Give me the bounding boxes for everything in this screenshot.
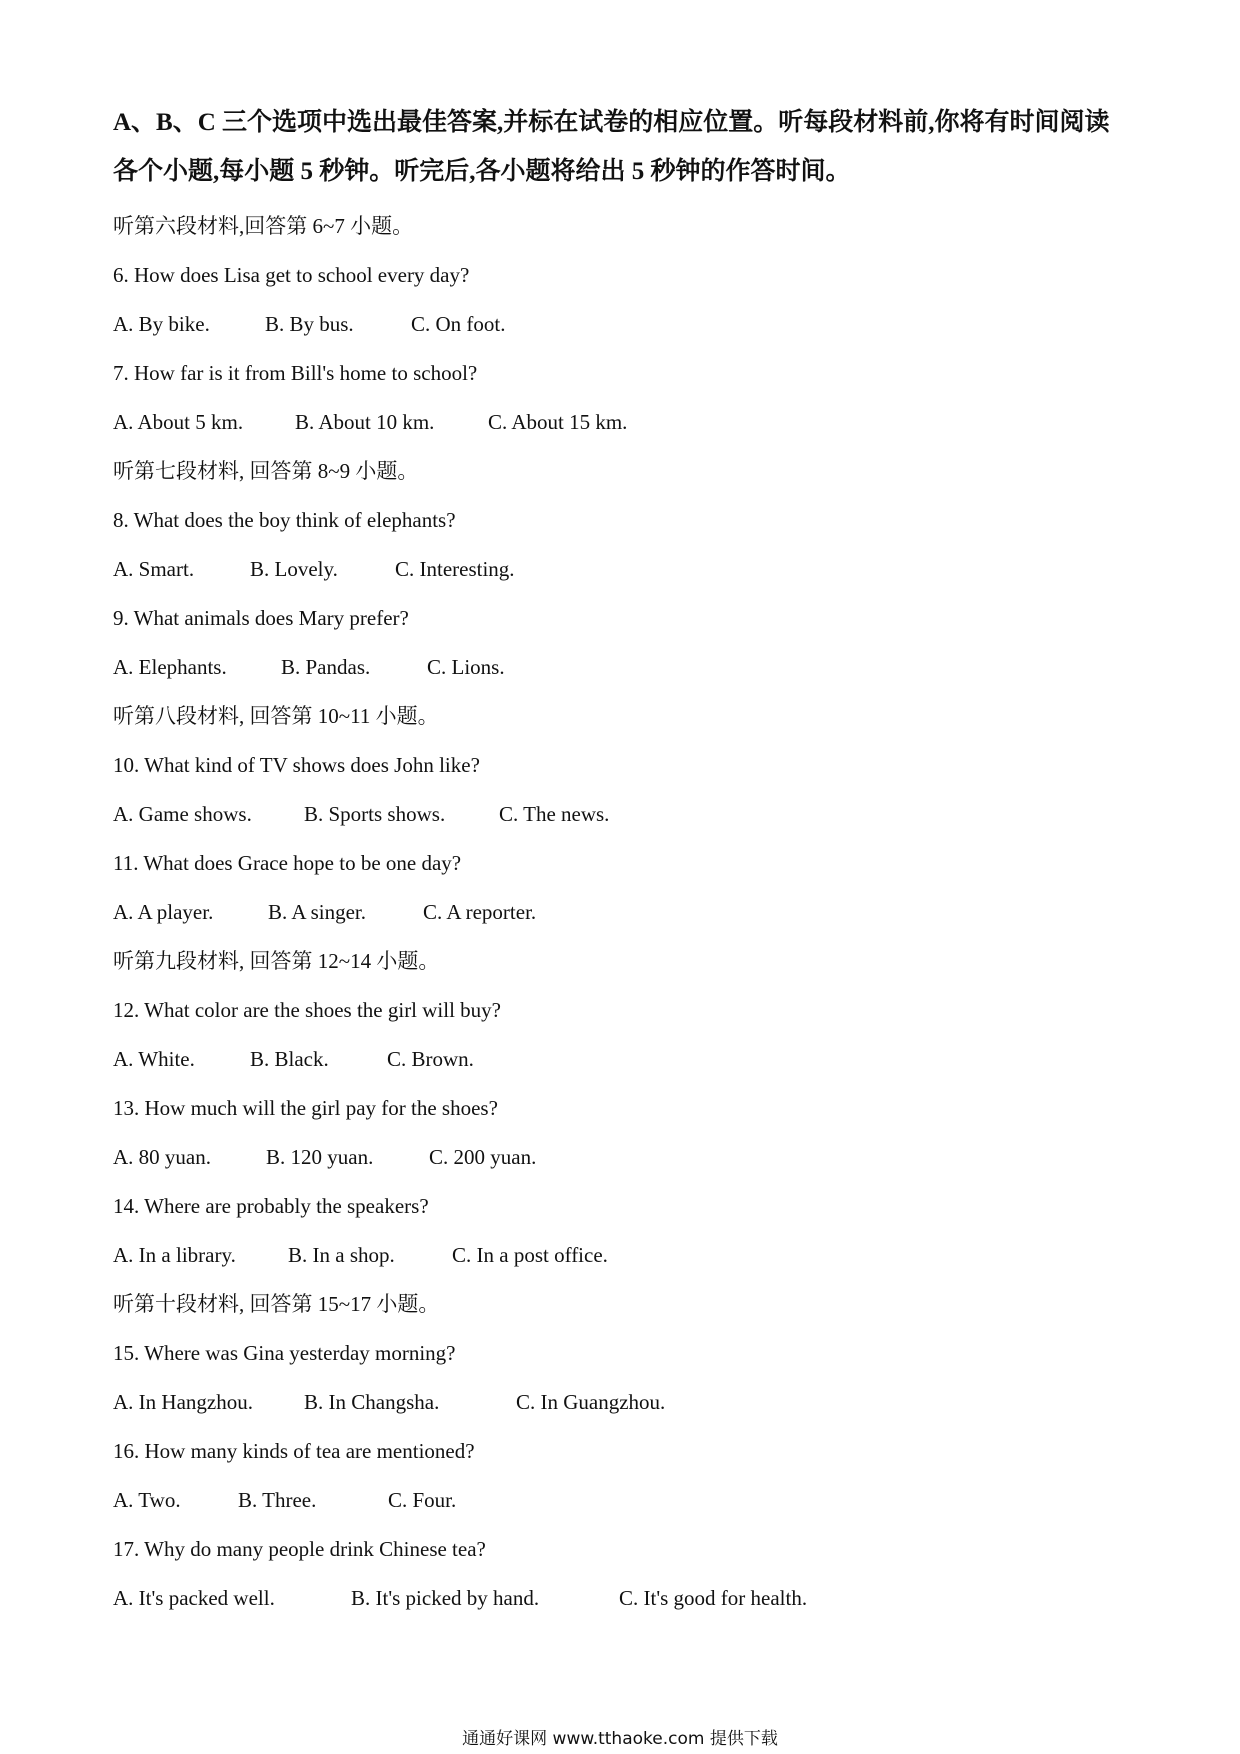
option-a: A. Game shows. [113, 802, 252, 826]
section-heading: 听第十段材料, 回答第 15~17 小题。 [113, 1292, 440, 1316]
option-b: B. Black. [250, 1047, 329, 1071]
option-b: B. In Changsha. [304, 1390, 440, 1414]
option-b: B. A singer. [268, 900, 367, 924]
question-text: 8. What does the boy think of elephants? [113, 508, 456, 532]
option-c: C. Interesting. [395, 557, 515, 581]
instructions-line-1: A、B、C 三个选项中选出最佳答案,并标在试卷的相应位置。听每段材料前,你将有时间阅读 [113, 109, 1110, 136]
option-c: C. 200 yuan. [429, 1145, 537, 1169]
instructions [113, 98, 1133, 196]
option-a: A. Two. [113, 1488, 181, 1512]
option-c: C. A reporter. [423, 900, 537, 924]
answer-options [113, 398, 1133, 447]
option-c: C. About 15 km. [488, 410, 628, 434]
section-heading: 听第七段材料, 回答第 8~9 小题。 [113, 459, 419, 483]
option-c: C. In Guangzhou. [516, 1390, 666, 1414]
option-c: C. Four. [388, 1488, 457, 1512]
section-heading: 听第九段材料, 回答第 12~14 小题。 [113, 949, 440, 973]
question-text: 13. How much will the girl pay for the shoes? [113, 1096, 498, 1120]
option-b: B. In a shop. [288, 1243, 395, 1267]
exam-page [113, 98, 1133, 1623]
option-a: A. In a library. [113, 1243, 236, 1267]
question-text: 7. How far is it from Bill's home to school? [113, 361, 478, 385]
question-text: 6. How does Lisa get to school every day? [113, 263, 470, 287]
answer-options [113, 1476, 1133, 1525]
answer-options [113, 545, 1133, 594]
answer-options [113, 1133, 1133, 1182]
answer-options [113, 1035, 1133, 1084]
answer-options [113, 1378, 1133, 1427]
option-a: A. About 5 km. [113, 410, 244, 434]
question-text: 9. What animals does Mary prefer? [113, 606, 409, 630]
option-a: A. By bike. [113, 312, 210, 336]
option-a: A. In Hangzhou. [113, 1390, 253, 1414]
answer-options [113, 300, 1133, 349]
option-b: B. Sports shows. [304, 802, 446, 826]
option-a: A. It's packed well. [113, 1586, 275, 1610]
option-c: C. It's good for health. [619, 1586, 808, 1610]
answer-options [113, 790, 1133, 839]
option-a: A. A player. [113, 900, 214, 924]
option-b: B. 120 yuan. [266, 1145, 374, 1169]
answer-options [113, 888, 1133, 937]
footer-source: 通通好课网 www.tthaoke.com 提供下载 [462, 1729, 778, 1749]
option-b: B. Lovely. [250, 557, 338, 581]
question-text: 17. Why do many people drink Chinese tea? [113, 1537, 486, 1561]
answer-options [113, 1231, 1133, 1280]
option-b: B. Three. [238, 1488, 317, 1512]
question-text: 12. What color are the shoes the girl will buy? [113, 998, 502, 1022]
question-text: 10. What kind of TV shows does John like? [113, 753, 480, 777]
question-text: 14. Where are probably the speakers? [113, 1194, 429, 1218]
question-text: 16. How many kinds of tea are mentioned? [113, 1439, 475, 1463]
instructions-line-2: 各个小题,每小题 5 秒钟。听完后,各小题将给出 5 秒钟的作答时间。 [113, 158, 851, 185]
option-c: C. Lions. [427, 655, 505, 679]
question-text: 15. Where was Gina yesterday morning? [113, 1341, 456, 1365]
option-a: A. Smart. [113, 557, 195, 581]
option-c: C. In a post office. [452, 1243, 608, 1267]
option-a: A. White. [113, 1047, 195, 1071]
option-c: C. On foot. [411, 312, 506, 336]
answer-options [113, 643, 1133, 692]
section-heading: 听第八段材料, 回答第 10~11 小题。 [113, 704, 439, 728]
question-text: 11. What does Grace hope to be one day? [113, 851, 462, 875]
option-b: B. Pandas. [281, 655, 371, 679]
answer-options [113, 1574, 1133, 1623]
option-b: B. About 10 km. [295, 410, 435, 434]
option-b: B. By bus. [265, 312, 354, 336]
option-a: A. 80 yuan. [113, 1145, 211, 1169]
option-c: C. Brown. [387, 1047, 474, 1071]
option-a: A. Elephants. [113, 655, 227, 679]
section-heading: 听第六段材料,回答第 6~7 小题。 [113, 214, 414, 238]
option-c: C. The news. [499, 802, 610, 826]
option-b: B. It's picked by hand. [351, 1586, 540, 1610]
